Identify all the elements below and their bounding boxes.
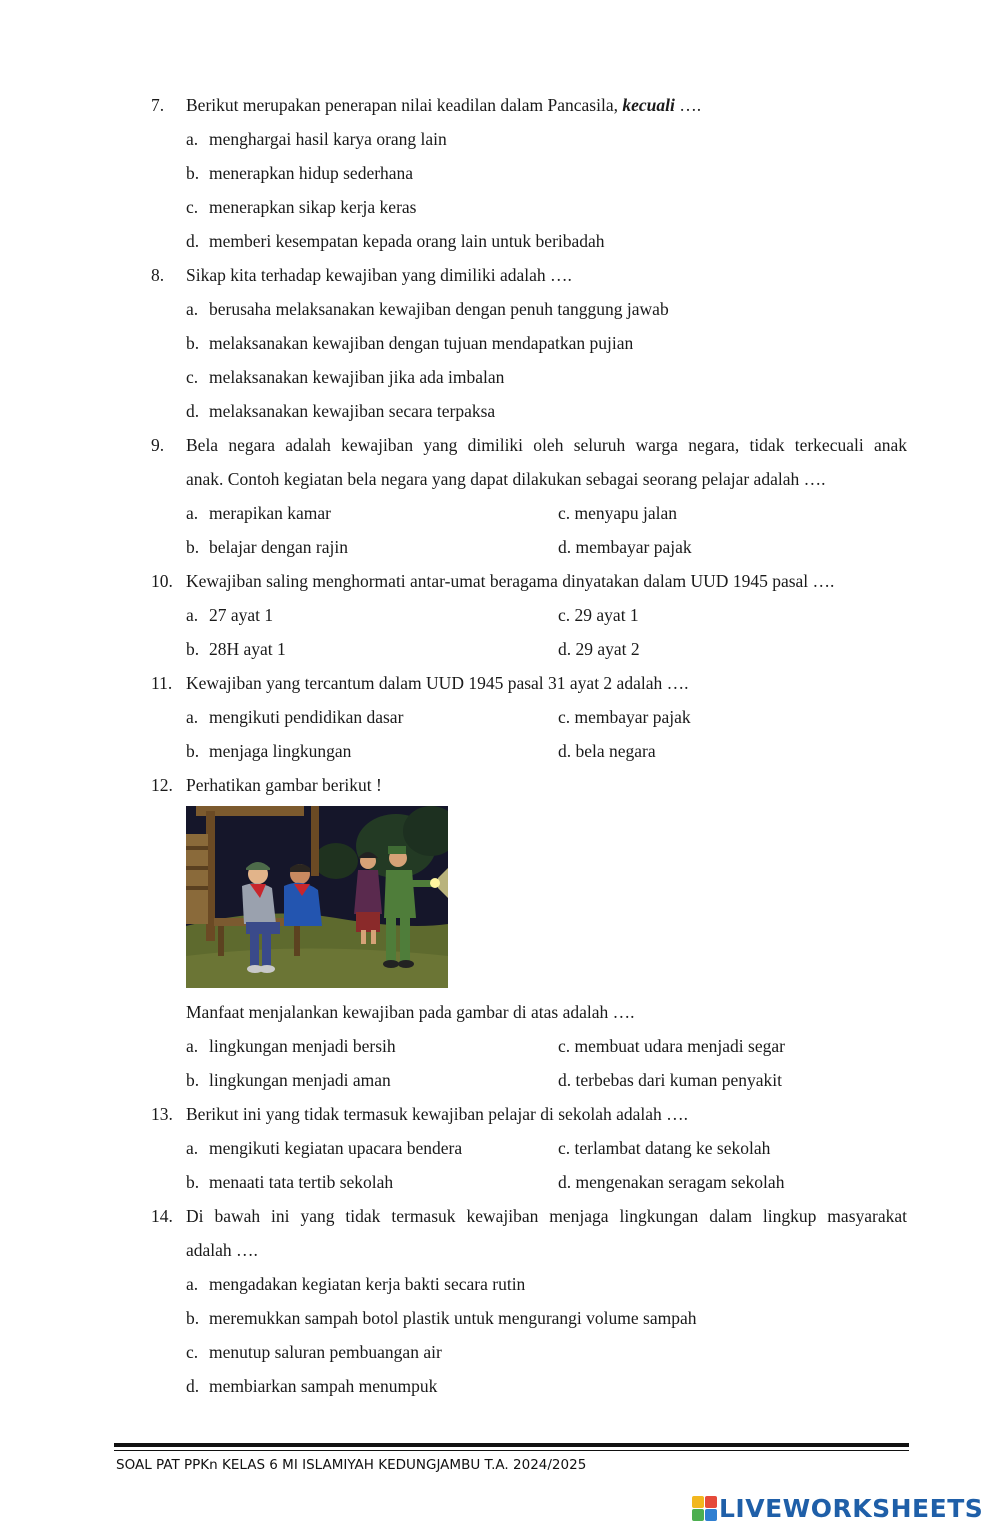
- answer-option-b: b. belajar dengan rajin: [186, 537, 348, 557]
- answer-option-d: d. melaksanakan kewajiban secara terpaksa: [186, 401, 496, 421]
- question-stem: [186, 95, 701, 115]
- question-stem: Kewajiban yang tercantum dalam UUD 1945 pasal 31 ayat 2 adalah ….: [186, 673, 689, 693]
- question-number: 13.: [151, 1104, 173, 1124]
- answer-option-b: b. 28H ayat 1: [186, 639, 286, 659]
- question-number: 12.: [151, 775, 173, 795]
- answer-option-c: c. melaksanakan kewajiban jika ada imbalan: [186, 367, 505, 387]
- stem-emphasis: kecuali: [622, 95, 675, 115]
- answer-option-b: b. lingkungan menjadi aman: [186, 1070, 391, 1090]
- answer-option-c: c. menutup saluran pembuangan air: [186, 1342, 442, 1362]
- answer-option-c: c. menerapkan sikap kerja keras: [186, 197, 417, 217]
- stem-text: ….: [674, 95, 702, 115]
- liveworksheets-icon: [692, 1496, 717, 1521]
- question-number: 7.: [151, 95, 165, 115]
- question-stem: Perhatikan gambar berikut !: [186, 775, 382, 795]
- question-number: 9.: [151, 435, 165, 455]
- answer-option-d: d. mengenakan seragam sekolah: [558, 1172, 785, 1192]
- answer-option-a: a. 27 ayat 1: [186, 605, 274, 625]
- question-number: 10.: [151, 571, 173, 591]
- question-stem: Berikut ini yang tidak termasuk kewajiban pelajar di sekolah adalah ….: [186, 1104, 688, 1124]
- answer-option-a: a. menghargai hasil karya orang lain: [186, 129, 447, 149]
- answer-option-a: a. berusaha melaksanakan kewajiban dengan penuh tanggung jawab: [186, 299, 669, 319]
- answer-option-d: d. memberi kesempatan kepada orang lain untuk beribadah: [186, 231, 605, 251]
- footer-text: SOAL PAT PPKn KELAS 6 MI ISLAMIYAH KEDUNGJAMBU T.A. 2024/2025: [116, 1457, 587, 1473]
- answer-option-a: a. mengadakan kegiatan kerja bakti secara rutin: [186, 1274, 526, 1294]
- answer-option-c: c. 29 ayat 1: [558, 605, 639, 625]
- answer-option-b: b. meremukkan sampah botol plastik untuk mengurangi volume sampah: [186, 1308, 697, 1328]
- answer-option-c: c. membayar pajak: [558, 707, 691, 727]
- answer-option-d: d. 29 ayat 2: [558, 639, 640, 659]
- brand-text: LIVEWORKSHEETS: [719, 1493, 984, 1523]
- answer-option-a: a. lingkungan menjadi bersih: [186, 1036, 396, 1056]
- answer-option-d: d. membiarkan sampah menumpuk: [186, 1376, 438, 1396]
- night-patrol-illustration: [186, 806, 448, 988]
- question-number: 14.: [151, 1206, 173, 1226]
- answer-option-d: d. bela negara: [558, 741, 656, 761]
- answer-option-d: d. terbebas dari kuman penyakit: [558, 1070, 783, 1090]
- footer-rule-thick: [114, 1443, 909, 1447]
- question-stem: Kewajiban saling menghormati antar-umat beragama dinyatakan dalam UUD 1945 pasal ….: [186, 571, 835, 591]
- answer-option-b: b. melaksanakan kewajiban dengan tujuan mendapatkan pujian: [186, 333, 634, 353]
- answer-option-a: a. mengikuti pendidikan dasar: [186, 707, 404, 727]
- answer-option-a: a. merapikan kamar: [186, 503, 331, 523]
- answer-option-c: c. menyapu jalan: [558, 503, 678, 523]
- question-stem: Bela negara adalah kewajiban yang dimiliki oleh seluruh warga negara, tidak terkecuali anak: [186, 435, 907, 455]
- footer-rule-thin: [114, 1450, 909, 1451]
- answer-option-b: b. menerapkan hidup sederhana: [186, 163, 414, 183]
- answer-option-b: b. menaati tata tertib sekolah: [186, 1172, 394, 1192]
- stem-text: Berikut merupakan penerapan nilai keadilan dalam Pancasila,: [186, 95, 623, 115]
- question-stem: Di bawah ini yang tidak termasuk kewajiban menjaga lingkungan dalam lingkup masyarakat: [186, 1206, 907, 1226]
- question-number: 11.: [151, 673, 173, 693]
- question-prompt: Manfaat menjalankan kewajiban pada gambar di atas adalah ….: [186, 1002, 635, 1022]
- answer-option-b: b. menjaga lingkungan: [186, 741, 352, 761]
- answer-option-c: c. membuat udara menjadi segar: [558, 1036, 785, 1056]
- liveworksheets-logo: [692, 1493, 983, 1523]
- answer-option-a: a. mengikuti kegiatan upacara bendera: [186, 1138, 463, 1158]
- question-stem: Sikap kita terhadap kewajiban yang dimiliki adalah ….: [186, 265, 572, 285]
- question-number: 8.: [151, 265, 165, 285]
- question-stem-continued: adalah ….: [186, 1240, 258, 1260]
- question-stem-continued: anak. Contoh kegiatan bela negara yang dapat dilakukan sebagai seorang pelajar adalah ….: [186, 469, 826, 489]
- answer-option-c: c. terlambat datang ke sekolah: [558, 1138, 771, 1158]
- answer-option-d: d. membayar pajak: [558, 537, 692, 557]
